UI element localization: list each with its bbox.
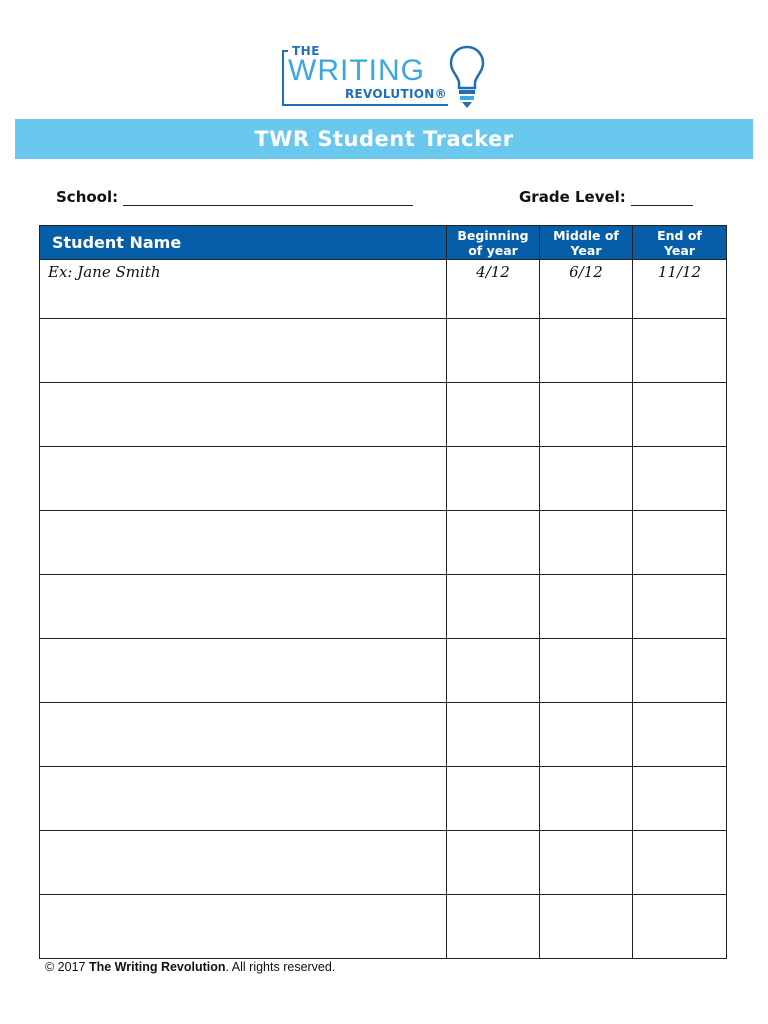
beginning-cell[interactable] [447,895,540,959]
example-end-cell[interactable] [633,260,727,319]
end-cell[interactable] [633,511,727,575]
logo-the-text: THE [292,44,320,58]
table-row [40,383,727,447]
name-cell[interactable] [40,703,447,767]
middle-cell[interactable] [540,447,633,511]
beginning-cell[interactable] [447,319,540,383]
school-blank-line[interactable] [123,189,413,206]
name-cell[interactable] [40,511,447,575]
middle-cell[interactable] [540,575,633,639]
table-row [40,703,727,767]
title-banner [15,119,753,159]
example-beginning-date: 4/12 [476,263,510,281]
grade-level-field [519,188,693,210]
header-end-of-year [633,226,727,260]
grade-level-label: Grade Level: [519,188,626,206]
header-beginning-line1: Beginning [457,227,529,243]
school-label: School: [56,188,119,206]
beginning-cell[interactable] [447,447,540,511]
end-cell[interactable] [633,575,727,639]
table-row [40,895,727,959]
name-cell[interactable] [40,831,447,895]
middle-cell[interactable] [540,511,633,575]
beginning-cell[interactable] [447,511,540,575]
name-cell[interactable] [40,767,447,831]
table-row [40,447,727,511]
end-cell[interactable] [633,319,727,383]
example-middle-date: 6/12 [569,263,603,281]
end-cell[interactable] [633,895,727,959]
logo-revolution-text: REVOLUTION® [345,87,447,101]
middle-cell[interactable] [540,383,633,447]
copyright-footer [45,960,335,974]
end-cell[interactable] [633,383,727,447]
end-cell[interactable] [633,831,727,895]
header-middle-of-year [540,226,633,260]
school-field [56,188,413,210]
beginning-cell[interactable] [447,639,540,703]
beginning-cell[interactable] [447,767,540,831]
name-cell[interactable] [40,575,447,639]
header-beginning-of-year [447,226,540,260]
table-row [40,639,727,703]
header-beginning-line2: of year [468,242,518,258]
middle-cell[interactable] [540,703,633,767]
beginning-cell[interactable] [447,575,540,639]
header-end-line2: Year [664,242,695,258]
name-cell[interactable] [40,639,447,703]
name-cell[interactable] [40,319,447,383]
logo-writing-text: WRITING [288,54,425,87]
header-end-line1: End of [657,227,702,243]
end-cell[interactable] [633,447,727,511]
example-middle-cell[interactable] [540,260,633,319]
name-cell[interactable] [40,895,447,959]
middle-cell[interactable] [540,831,633,895]
footer-company: The Writing Revolution [88,960,226,974]
footer-copyright: © 2017 [45,960,89,974]
header-middle-line1: Middle of [553,227,619,243]
end-cell[interactable] [633,703,727,767]
table-row [40,831,727,895]
middle-cell[interactable] [540,319,633,383]
footer-rights: . All rights reserved. [225,960,336,974]
beginning-cell[interactable] [447,383,540,447]
middle-cell[interactable] [540,639,633,703]
example-name-cell[interactable] [40,260,447,319]
example-end-date: 11/12 [657,263,702,281]
brand-logo [282,44,486,110]
table-row [40,511,727,575]
table-header-row [40,226,727,260]
beginning-cell[interactable] [447,831,540,895]
table-row [40,319,727,383]
end-cell[interactable] [633,639,727,703]
beginning-cell[interactable] [447,703,540,767]
example-row [40,260,727,319]
grade-level-blank-line[interactable] [631,189,693,206]
middle-cell[interactable] [540,895,633,959]
lightbulb-icon [448,44,486,110]
header-student-name: Student Name [40,226,447,260]
table-row [40,767,727,831]
example-student-name: Ex: Jane Smith [48,263,161,281]
example-beginning-cell[interactable] [447,260,540,319]
student-tracker-table [39,225,727,959]
page-title: TWR Student Tracker [254,127,514,151]
name-cell[interactable] [40,383,447,447]
end-cell[interactable] [633,767,727,831]
name-cell[interactable] [40,447,447,511]
middle-cell[interactable] [540,767,633,831]
table-row [40,575,727,639]
header-middle-line2: Year [570,242,602,258]
